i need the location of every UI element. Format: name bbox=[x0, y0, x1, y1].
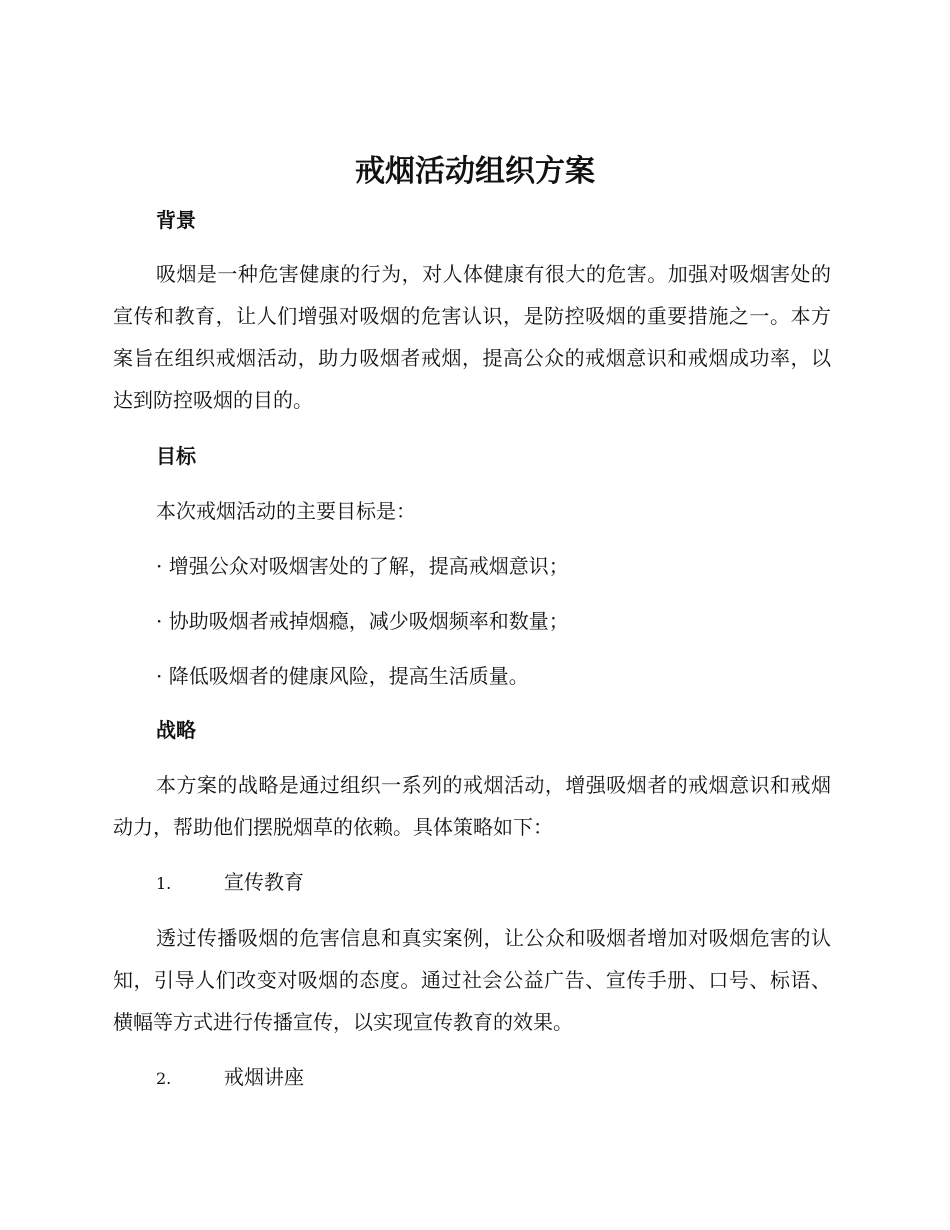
goals-intro: 本次戒烟活动的主要目标是： bbox=[156, 499, 416, 523]
strategy-paragraph: 本方案的战略是通过组织一系列的戒烟活动，增强吸烟者的戒烟意识和戒烟动力，帮助他们摆脱烟草的依赖。具体策略如下： bbox=[113, 773, 831, 839]
section-heading-strategy: 战略 bbox=[156, 718, 196, 742]
section-heading-background: 背景 bbox=[156, 208, 196, 232]
strategy-item-1-number: 1. bbox=[156, 874, 172, 893]
goal-item-1: · 增强公众对吸烟害处的了解，提高戒烟意识； bbox=[156, 554, 569, 578]
strategy-item-2-number: 2. bbox=[156, 1069, 172, 1088]
strategy-item-1 bbox=[156, 868, 304, 898]
strategy-item-1-paragraph: 透过传播吸烟的危害信息和真实案例，让公众和吸烟者增加对吸烟危害的认知，引导人们改变对吸烟的态度。通过社会公益广告、宣传手册、口号、标语、横幅等方式进行传播宣传，以实现宣传教育的效果。 bbox=[113, 926, 831, 1034]
background-paragraph: 吸烟是一种危害健康的行为，对人体健康有很大的危害。加强对吸烟害处的宣传和教育，让人们增强对吸烟的危害认识，是防控吸烟的重要措施之一。本方案旨在组织戒烟活动，助力吸烟者戒烟，提高公众的戒烟意识和戒烟成功率，以达到防控吸烟的目的。 bbox=[113, 262, 831, 412]
goal-item-3: · 降低吸烟者的健康风险，提高生活质量。 bbox=[156, 664, 529, 688]
section-heading-goals: 目标 bbox=[156, 444, 196, 468]
strategy-item-1-title: 宣传教育 bbox=[224, 870, 304, 894]
strategy-item-2-title: 戒烟讲座 bbox=[224, 1065, 304, 1089]
strategy-item-2 bbox=[156, 1063, 304, 1093]
document-title: 戒烟活动组织方案 bbox=[355, 154, 595, 189]
goal-item-2: · 协助吸烟者戒掉烟瘾，减少吸烟频率和数量； bbox=[156, 609, 569, 633]
